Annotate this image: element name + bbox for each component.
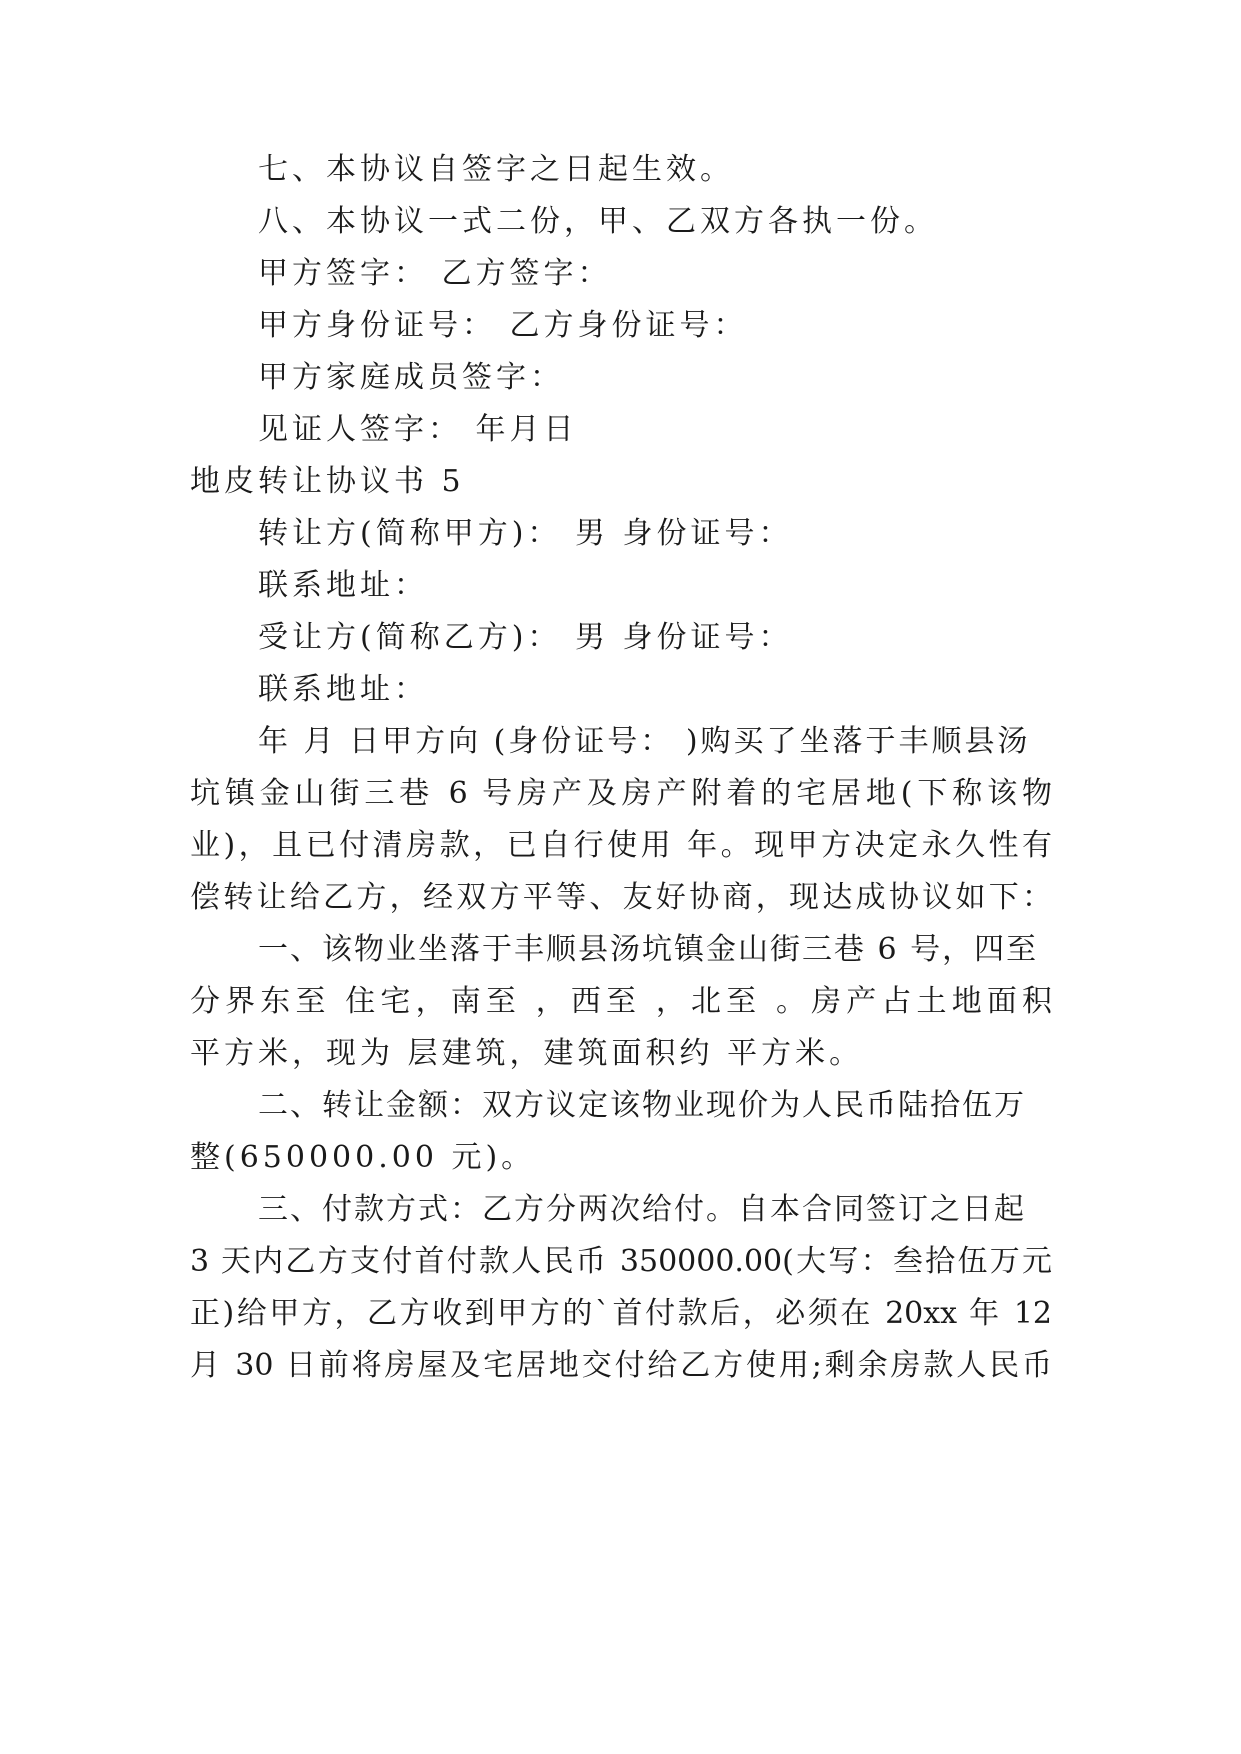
- transferor-line: 转让方(简称甲方)： 男 身份证号：: [258, 516, 793, 551]
- section-title: 地皮转让协议书 5: [190, 464, 465, 499]
- clause-3-line-4: 月 30 日前将房屋及宅居地交付给乙方使用;剩余房款人民币: [190, 1348, 1052, 1383]
- signature-line-family: 甲方家庭成员签字：: [258, 360, 564, 395]
- preamble-line-1: 年 月 日甲方向 (身份证号： )购买了坐落于丰顺县汤: [258, 724, 1031, 759]
- clause-2-line-2: 整(650000.00 元)。: [190, 1140, 536, 1175]
- signature-line-parties: 甲方签字： 乙方签字：: [258, 256, 612, 291]
- clause-3-line-1: 三、付款方式：乙方分两次给付。自本合同签订之日起: [258, 1192, 1026, 1227]
- transferee-line: 受让方(简称乙方)： 男 身份证号：: [258, 620, 793, 655]
- clause-3-line-2: 3 天内乙方支付首付款人民币 350000.00(大写：叁拾伍万元: [190, 1244, 1052, 1279]
- signature-line-witness: 见证人签字： 年月日: [258, 412, 578, 447]
- preamble-line-3: 业)，且已付清房款，已自行使用 年。现甲方决定永久性有: [190, 828, 1052, 863]
- clause-8: 八、本协议一式二份，甲、乙双方各执一份。: [258, 204, 938, 239]
- clause-1-line-2: 分界东至 住宅，南至 ，西至 ，北至 。房产占土地面积: [190, 984, 1052, 1019]
- transferor-address: 联系地址：: [258, 568, 428, 603]
- signature-line-id: 甲方身份证号： 乙方身份证号：: [258, 308, 748, 343]
- clause-1-line-3: 平方米，现为 层建筑，建筑面积约 平方米。: [190, 1036, 864, 1071]
- preamble-line-2: 坑镇金山街三巷 6 号房产及房产附着的宅居地(下称该物: [190, 776, 1052, 811]
- clause-3-line-3: 正)给甲方，乙方收到甲方的`首付款后，必须在 20xx 年 12: [190, 1296, 1052, 1331]
- preamble-line-4: 偿转让给乙方，经双方平等、友好协商，现达成协议如下：: [190, 880, 1052, 915]
- clause-1-line-1: 一、该物业坐落于丰顺县汤坑镇金山街三巷 6 号，四至: [258, 932, 1039, 967]
- clause-7: 七、本协议自签字之日起生效。: [258, 152, 734, 187]
- clause-2-line-1: 二、转让金额：双方议定该物业现价为人民币陆拾伍万: [258, 1088, 1026, 1123]
- transferee-address: 联系地址：: [258, 672, 428, 707]
